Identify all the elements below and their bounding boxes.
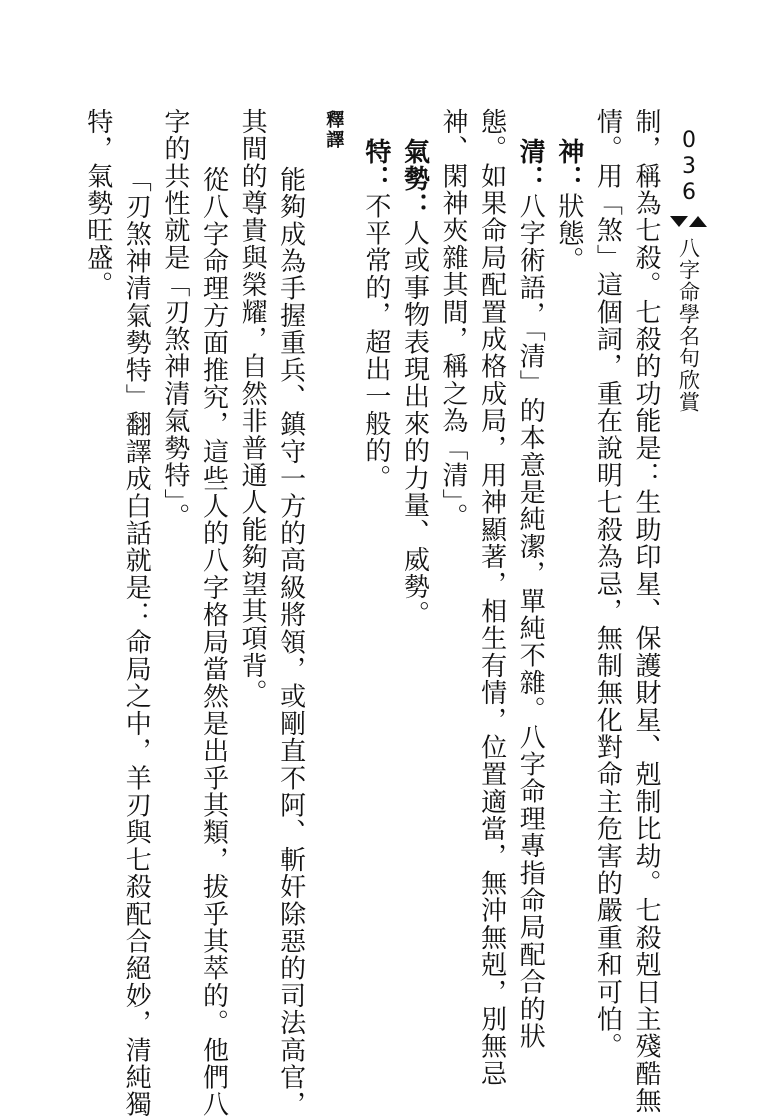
definition-text: 不平常的，超出一般的。 (360, 192, 391, 492)
text-line: 情。用「煞」這個詞，重在說明七殺為忌，無制無化對命主危害的嚴重和可怕。 (592, 108, 623, 1060)
definition-qishi (395, 108, 434, 1008)
definition-text: 狀態。 (553, 192, 584, 275)
paragraph-line: 其間的尊貴與榮耀，自然非普通人能夠望其項背。 (237, 108, 268, 707)
definition-term: 神： (553, 138, 584, 193)
text-line: 制，稱為七殺。七殺的功能是：生助印星、保護財星、剋制比劫。七殺剋日主殘酷無 (631, 108, 661, 1115)
paragraph-line: 能夠成為手握重兵、鎮守一方的高級將領，或剛直不阿、斬奸除惡的司法高官， (275, 166, 306, 1118)
page-body (82, 108, 665, 1118)
paragraph-line: 從八字命理方面推究，這些人的八字格局當然是出乎其類，拔乎其萃的。他們八 (198, 166, 229, 1118)
definition-shen (549, 108, 588, 1008)
book-title: 八字命學名句欣賞 (676, 237, 701, 413)
definition-text: 八字術語，「清」的本意是純潔，單純不雜。八字命理專指命局配合的狀 (515, 192, 546, 1050)
definition-continuation: 神、閑神夾雜其間，稱之為「清」。 (438, 108, 469, 531)
definition-term: 氣勢： (399, 138, 430, 220)
definition-text: 人或事物表現出來的力量、威勢。 (399, 219, 430, 628)
paragraph-line: 「刃煞神清氣勢特」翻譯成白話就是：命局之中，羊刃與七殺配合絕妙，清純獨 (121, 166, 152, 1118)
definition-continuation: 態。如果命局配置成格成局，用神顯著，相生有情，位置適當，無沖無剋，別無忌 (476, 108, 507, 1088)
definition-term: 清： (515, 138, 546, 193)
definition-te (356, 108, 395, 1008)
diamond-marker-icon (670, 216, 707, 227)
paragraph-line: 字的共性就是「刃煞神清氣勢特」。 (159, 108, 190, 531)
definition-term: 特： (360, 138, 391, 193)
definition-qing (511, 108, 550, 1050)
section-title: 釋譯 (323, 110, 345, 150)
page-number: 036 (676, 128, 702, 206)
paragraph-line: 特，氣勢旺盛。 (82, 108, 113, 299)
running-header (670, 128, 707, 413)
